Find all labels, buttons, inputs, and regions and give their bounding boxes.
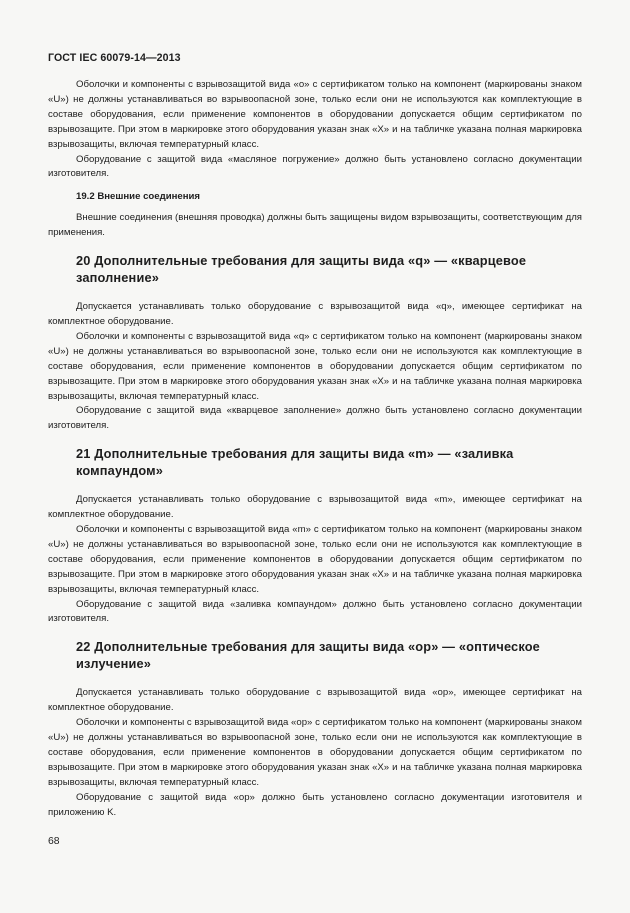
heading-line: заполнение» [76, 269, 159, 285]
paragraph: Оборудование с защитой вида «заливка компаундом» должно быть установлено согласно документации изготовителя. [48, 598, 582, 625]
paragraph: Оболочки и компоненты с взрывозащитой вида «о» с сертификатом только на компонент (маркированы знаком «U») не должны устанавливаться во взрывоопасной зоне, только если они не используются как комплектующие в составе оборудования, если применение компонентов в оборудовании допускается общим сертификатом по взрывозащите. При этом в маркировке этого оборудования указан знак «X» и на табличке указана полная маркировка взрывозащиты, включая температурный класс. [48, 79, 582, 150]
document-header: ГОСТ IEC 60079-14—2013 [48, 52, 181, 64]
paragraph: Оборудование с защитой вида «масляное погружение» должно быть установлено согласно документации изготовителя. [48, 153, 582, 180]
paragraph: Оборудование с защитой вида «кварцевое заполнение» должно быть установлено согласно документации изготовителя. [48, 405, 582, 432]
paragraph: Допускается устанавливать только оборудование с взрывозащитой вида «q», имеющее сертификат на комплектное оборудование. [48, 301, 582, 327]
section-heading-20 [48, 253, 582, 286]
heading-line: компаундом» [76, 462, 164, 478]
page-number: 68 [48, 836, 60, 847]
paragraph: Допускается устанавливать только оборудование с взрывозащитой вида «m», имеющее сертификат на комплектное оборудование. [48, 494, 582, 521]
paragraph: Допускается устанавливать только оборудование с взрывозащитой вида «op», имеющее сертификат на комплектное оборудование. [48, 687, 582, 714]
section-heading-21 [48, 446, 582, 479]
heading-line: излучение» [76, 655, 152, 671]
heading-line: 22 Дополнительные требования для защиты вида «op» — «оптическое [76, 639, 540, 655]
page-content [48, 78, 582, 821]
paragraph: Внешние соединения (внешняя проводка) должны быть защищены видом взрывозащиты, соответствующим для применения. [48, 212, 582, 239]
paragraph: Оболочки и компоненты с взрывозащитой вида «m» с сертификатом только на компонент (маркированы знаком «U») не должны устанавливаться во взрывоопасной зоне, только если они не используются как комплектующие в составе оборудования, если применение компонентов в оборудовании допускается общим сертификатом по взрывозащите. При этом в маркировке этого оборудования указан знак «X» и на табличке указана полная маркировка взрывозащиты, включая температурный класс. [48, 524, 582, 595]
section-heading-22 [48, 639, 582, 672]
heading-line: 20 Дополнительные требования для защиты вида «q» — «кварцевое [76, 253, 527, 269]
heading-line: 21 Дополнительные требования для защиты вида «m» — «заливка [76, 446, 514, 462]
paragraph: Оболочки и компоненты с взрывозащитой вида «op» с сертификатом только на компонент (маркированы знаком «U») не должны устанавливаться во взрывоопасной зоне, только если они не используются как комплектующие в составе оборудования, если применение компонентов в оборудовании допускается общим сертификатом по взрывозащите. При этом в маркировке этого оборудования указан знак «X» и на табличке указана полная маркировка взрывозащиты, включая температурный класс. [48, 717, 582, 788]
subsection-heading-19-2: 19.2 Внешние соединения [76, 191, 201, 203]
paragraph: Оборудование с защитой вида «op» должно быть установлено согласно документации изготовителя и приложению K. [48, 791, 582, 818]
paragraph: Оболочки и компоненты с взрывозащитой вида «q» с сертификатом только на компонент (маркированы знаком «U») не должны устанавливаться во взрывоопасной зоне, только если они не используются как комплектующие в составе оборудования, если применение компонентов в оборудовании допускается общим сертификатом по взрывозащите. При этом в маркировке этого оборудования указан знак «X» и на табличке указана полная маркировка взрывозащиты, включая температурный класс. [48, 330, 582, 402]
